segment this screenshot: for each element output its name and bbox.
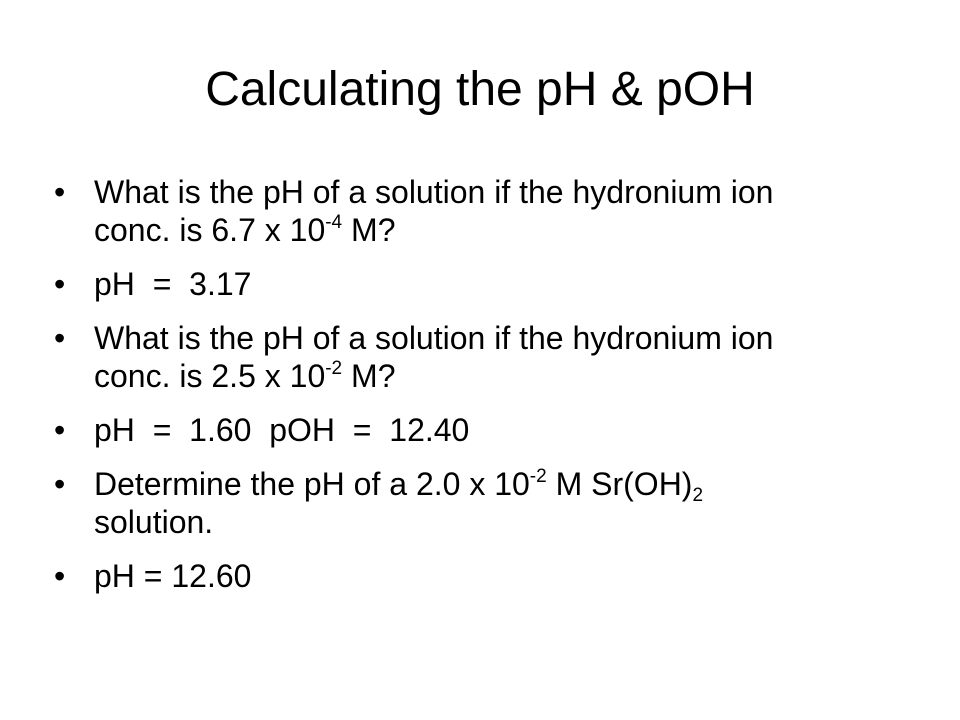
bullet-item-1 bbox=[54, 173, 814, 249]
bullet-list bbox=[54, 173, 914, 611]
bullet-text: pH = 1.60 pOH = 12.40 bbox=[94, 412, 470, 448]
exponent: -2 bbox=[529, 466, 547, 487]
bullet-item-6 bbox=[54, 557, 914, 595]
bullet-text: What is the pH of a solution if the hydronium ion conc. is 2.5 x 10 bbox=[94, 320, 774, 394]
exponent: -4 bbox=[325, 212, 343, 233]
bullet-item-3 bbox=[54, 319, 814, 395]
bullet-dot: • bbox=[54, 412, 66, 448]
bullet-item-5 bbox=[54, 465, 814, 541]
bullet-text-end: M? bbox=[342, 212, 396, 248]
bullet-dot: • bbox=[54, 320, 66, 356]
bullet-item-2 bbox=[54, 265, 914, 303]
bullet-text-end: solution. bbox=[94, 504, 214, 540]
bullet-text-end: M? bbox=[342, 358, 396, 394]
bullet-dot: • bbox=[54, 466, 66, 502]
bullet-dot: • bbox=[54, 174, 66, 210]
bullet-dot: • bbox=[54, 266, 66, 302]
bullet-item-4 bbox=[54, 411, 914, 449]
slide-title: Calculating the pH & pOH bbox=[205, 63, 755, 116]
exponent: -2 bbox=[325, 358, 343, 379]
subscript: 2 bbox=[692, 485, 704, 506]
bullet-text: pH = 12.60 bbox=[94, 558, 252, 594]
bullet-text: Determine the pH of a 2.0 x 10 bbox=[94, 466, 530, 502]
bullet-dot: • bbox=[54, 558, 66, 594]
bullet-text-middle: M Sr(OH) bbox=[546, 466, 693, 502]
bullet-text: What is the pH of a solution if the hydronium ion conc. is 6.7 x 10 bbox=[94, 174, 774, 248]
bullet-text: pH = 3.17 bbox=[94, 266, 252, 302]
